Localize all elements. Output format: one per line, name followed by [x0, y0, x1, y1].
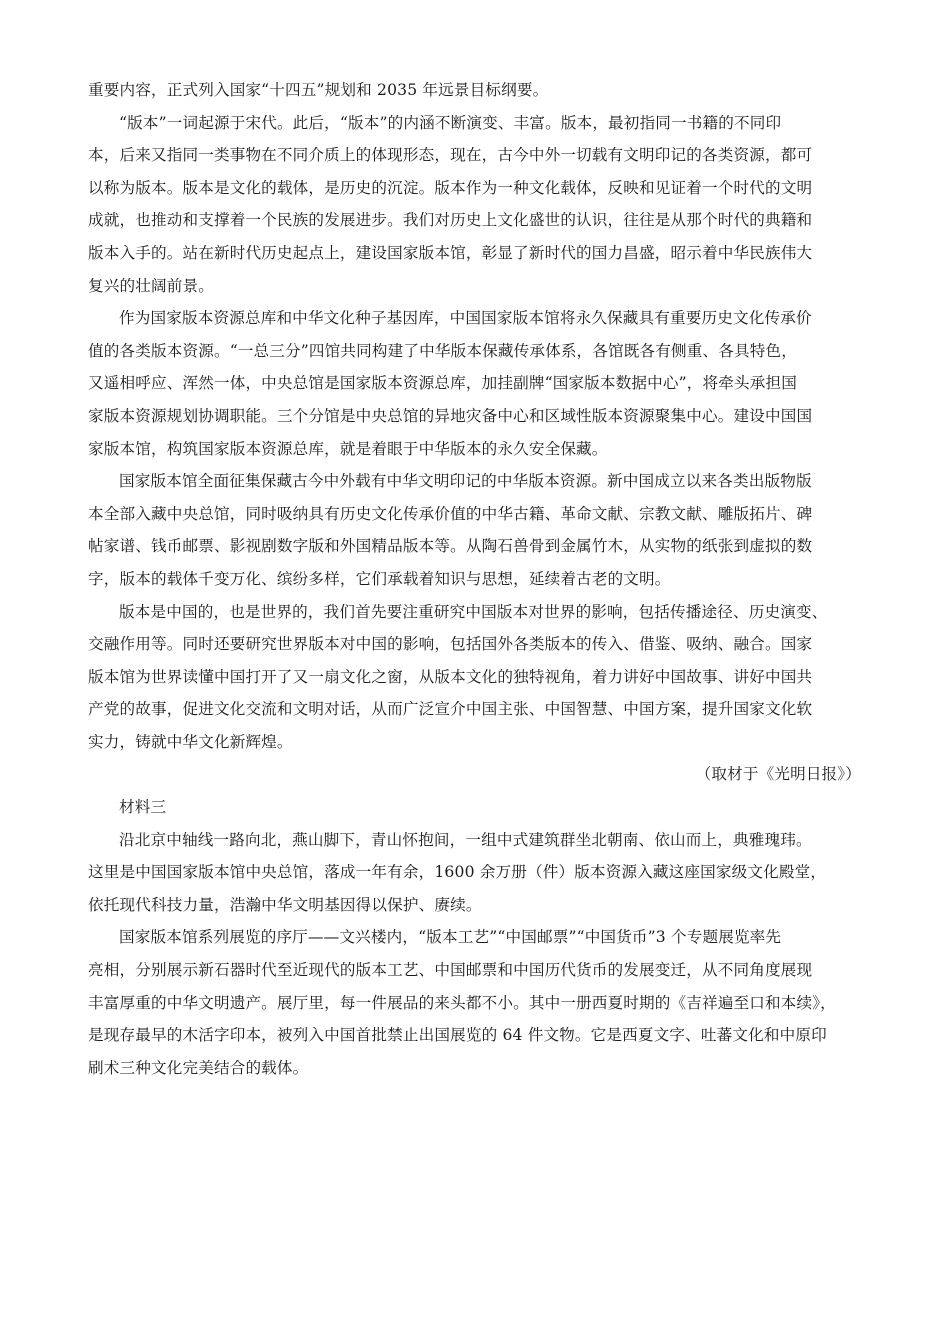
text-line: 版本馆为世界读懂中国打开了又一扇文化之窗，从版本文化的独特视角，着力讲好中国故事、讲好中国共 — [88, 667, 813, 686]
text-line: 丰富厚重的中华文明遗产。展厅里，每一件展品的来头都不小。其中一册西夏时期的《吉祥遍至口和本续》， — [88, 993, 836, 1012]
text-line: 国家版本馆全面征集保藏古今中外载有中华文明印记的中华版本资源。新中国成立以来各类出版物版 — [119, 472, 812, 491]
text-line: 家版本馆，构筑国家版本资源总库，就是着眼于中华版本的永久安全保藏。 — [88, 439, 608, 458]
text-line: 帖家谱、钱币邮票、影视剧数字版和外国精品版本等。从陶石兽骨到金属竹木，从实物的纸张到虚拟的数 — [88, 537, 813, 556]
text-line: 产党的故事，促进文化交流和文明对话，从而广泛宣介中国主张、中国智慧、中国方案，提升国家文化软 — [88, 700, 813, 719]
text-line: 字，版本的载体千变万化、缤纷多样，它们承载着知识与思想，延续着古老的文明。 — [88, 569, 671, 588]
text-line: 这里是中国国家版本馆中央总馆，落成一年有余，1600 余万册（件）版本资源入藏这座国家级文化殿堂， — [88, 863, 827, 882]
text-line: “版本”一词起源于宋代。此后，“版本”的内涵不断演变、丰富。版本，最初指同一书籍的不同印 — [119, 113, 782, 132]
text-line: 实力，铸就中华文化新辉煌。 — [88, 732, 293, 751]
text-line: 国家版本馆系列展览的序厅——文兴楼内，“版本工艺”“中国邮票”“中国货币”3 个专题展览率先 — [119, 928, 782, 947]
source-citation: （取材于《光明日报》） — [695, 765, 861, 784]
text-line: 依托现代科技力量，浩瀚中华文明基因得以保护、赓续。 — [88, 895, 482, 914]
text-line: 版本入手的。站在新时代历史起点上，建设国家版本馆，彰显了新时代的国力昌盛，昭示着中华民族伟大 — [88, 243, 813, 262]
article-body — [88, 74, 863, 1084]
text-line: 家版本资源规划协调职能。三个分馆是中央总馆的异地灾备中心和区域性版本资源聚集中心。建设中国国 — [88, 406, 813, 425]
section-heading: 材料三 — [119, 798, 167, 817]
text-line: 是现存最早的木活字印本，被列入中国首批禁止出国展览的 64 件文物。它是西夏文字、吐蕃文化和中原印 — [88, 1026, 827, 1045]
text-line: 刷术三种文化完美结合的载体。 — [88, 1058, 309, 1077]
text-line: 重要内容，正式列入国家“十四五”规划和 2035 年远景目标纲要。 — [88, 81, 549, 99]
text-line: 版本是中国的，也是世界的，我们首先要注重研究中国版本对世界的影响，包括传播途径、历史演变、 — [119, 602, 828, 621]
text-line: 本，后来又指同一类事物在不同介质上的体现形态，现在，古今中外一切载有文明印记的各类资源，都可 — [88, 146, 813, 165]
text-line: 值的各类版本资源。“一总三分”四馆共同构建了中华版本保藏传承体系，各馆既各有侧重、各具特色， — [88, 341, 797, 360]
text-line: 又遥相呼应、浑然一体，中央总馆是国家版本资源总库，加挂副牌“国家版本数据中心”，将牵头承担国 — [88, 374, 797, 393]
text-line: 作为国家版本资源总库和中华文化种子基因库，中国国家版本馆将永久保藏具有重要历史文化传承价 — [119, 309, 812, 328]
text-line: 成就，也推动和支撑着一个民族的发展进步。我们对历史上文化盛世的认识，往往是从那个时代的典籍和 — [88, 211, 813, 230]
text-line: 交融作用等。同时还要研究世界版本对中国的影响，包括国外各类版本的传入、借鉴、吸纳、融合。国家 — [88, 635, 813, 654]
text-line: 本全部入藏中央总馆，同时吸纳具有历史文化传承价值的中华古籍、革命文献、宗教文献、雕版拓片、碑 — [88, 504, 813, 523]
text-line: 复兴的壮阔前景。 — [88, 276, 214, 295]
text-line: 以称为版本。版本是文化的载体，是历史的沉淀。版本作为一种文化载体，反映和见证着一个时代的文明 — [88, 178, 813, 197]
text-line: 沿北京中轴线一路向北，燕山脚下，青山怀抱间，一组中式建筑群坐北朝南、依山而上，典雅瑰玮。 — [119, 830, 812, 849]
text-line: 亮相，分别展示新石器时代至近现代的版本工艺、中国邮票和中国历代货币的发展变迁，从不同角度展现 — [88, 961, 813, 980]
